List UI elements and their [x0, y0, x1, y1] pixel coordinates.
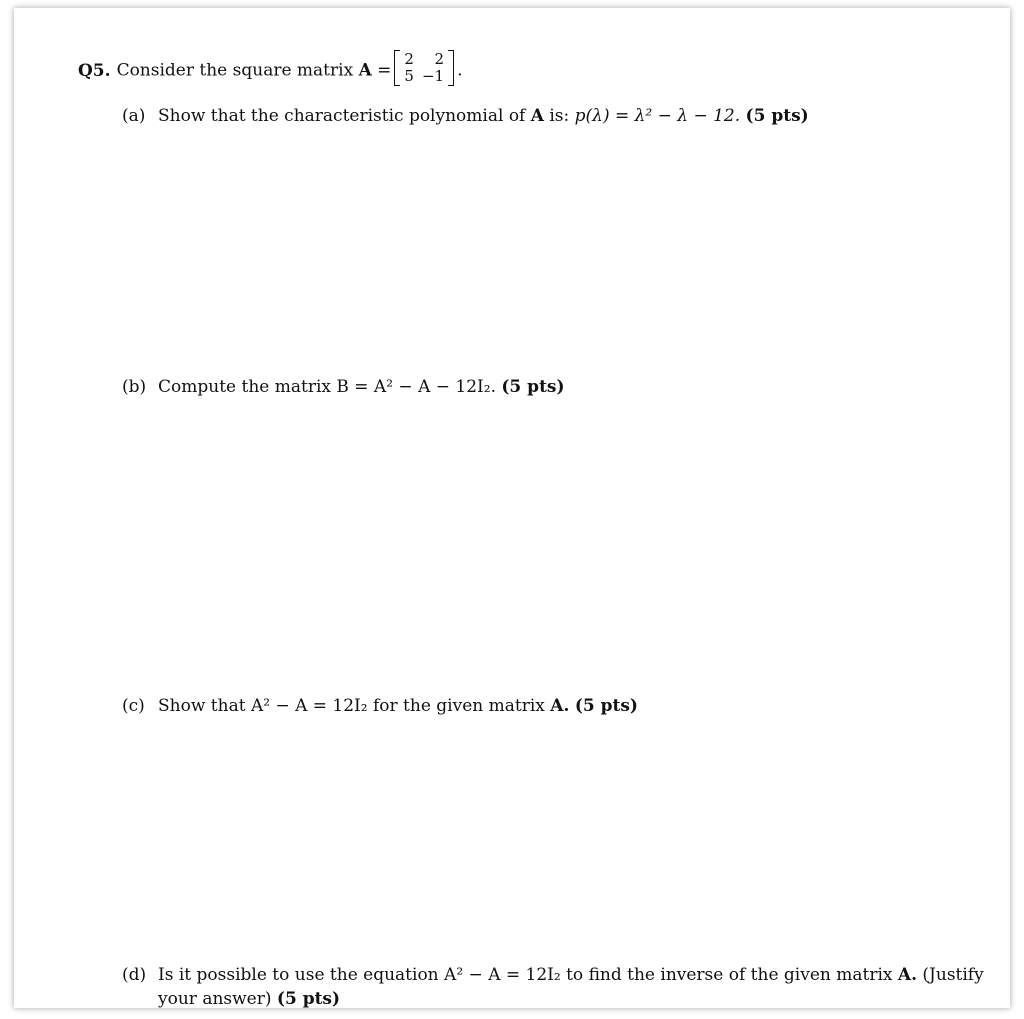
part-label: (a) [122, 106, 146, 126]
part-text: Is it possible to use the equation [158, 965, 439, 985]
part-text: (Justify [922, 965, 984, 985]
matrix-var: A. [897, 965, 918, 985]
question-header: Q5. Consider the square matrix A = 2 2 5 −1 . [78, 50, 463, 85]
formula: p(λ) = λ² − λ − 12. [574, 106, 741, 126]
matrix-cell: −1 [421, 67, 445, 85]
points: (5 pts) [745, 106, 809, 126]
part-text: Compute the matrix [158, 377, 331, 397]
points: (5 pts) [276, 989, 341, 1009]
part-text: to find the inverse of the given matrix [566, 965, 893, 985]
part-b [122, 376, 565, 398]
part-label: (b) [122, 377, 147, 397]
part-text: your answer) [158, 989, 272, 1009]
formula: B = A² − A − 12I₂. [336, 377, 496, 397]
points: (5 pts) [501, 377, 565, 397]
exam-page [14, 8, 1010, 1008]
part-text: for the given matrix [373, 696, 545, 716]
part-a [122, 105, 809, 127]
matrix-var: A. [550, 696, 570, 716]
question-number: Q5. [78, 60, 111, 81]
matrix-var: A [530, 106, 544, 126]
part-text: Show that [158, 696, 246, 716]
formula: A² − A = 12I₂ [444, 965, 561, 985]
part-d-continued [158, 988, 340, 1010]
part-text: Show that the characteristic polynomial of [158, 106, 526, 126]
matrix-A [394, 51, 454, 85]
part-label: (d) [122, 965, 147, 985]
part-text: is: [549, 106, 570, 126]
matrix-cell: 5 [404, 67, 414, 85]
formula: A² − A = 12I₂ [250, 696, 368, 716]
part-label: (c) [122, 696, 145, 716]
part-d [122, 964, 984, 986]
matrix-name: A [358, 60, 372, 81]
points: (5 pts) [574, 696, 638, 716]
matrix-cell: 2 [434, 50, 445, 68]
question-intro: Consider the square matrix [116, 60, 354, 81]
matrix-cell: 2 [404, 50, 414, 68]
part-c [122, 695, 638, 717]
